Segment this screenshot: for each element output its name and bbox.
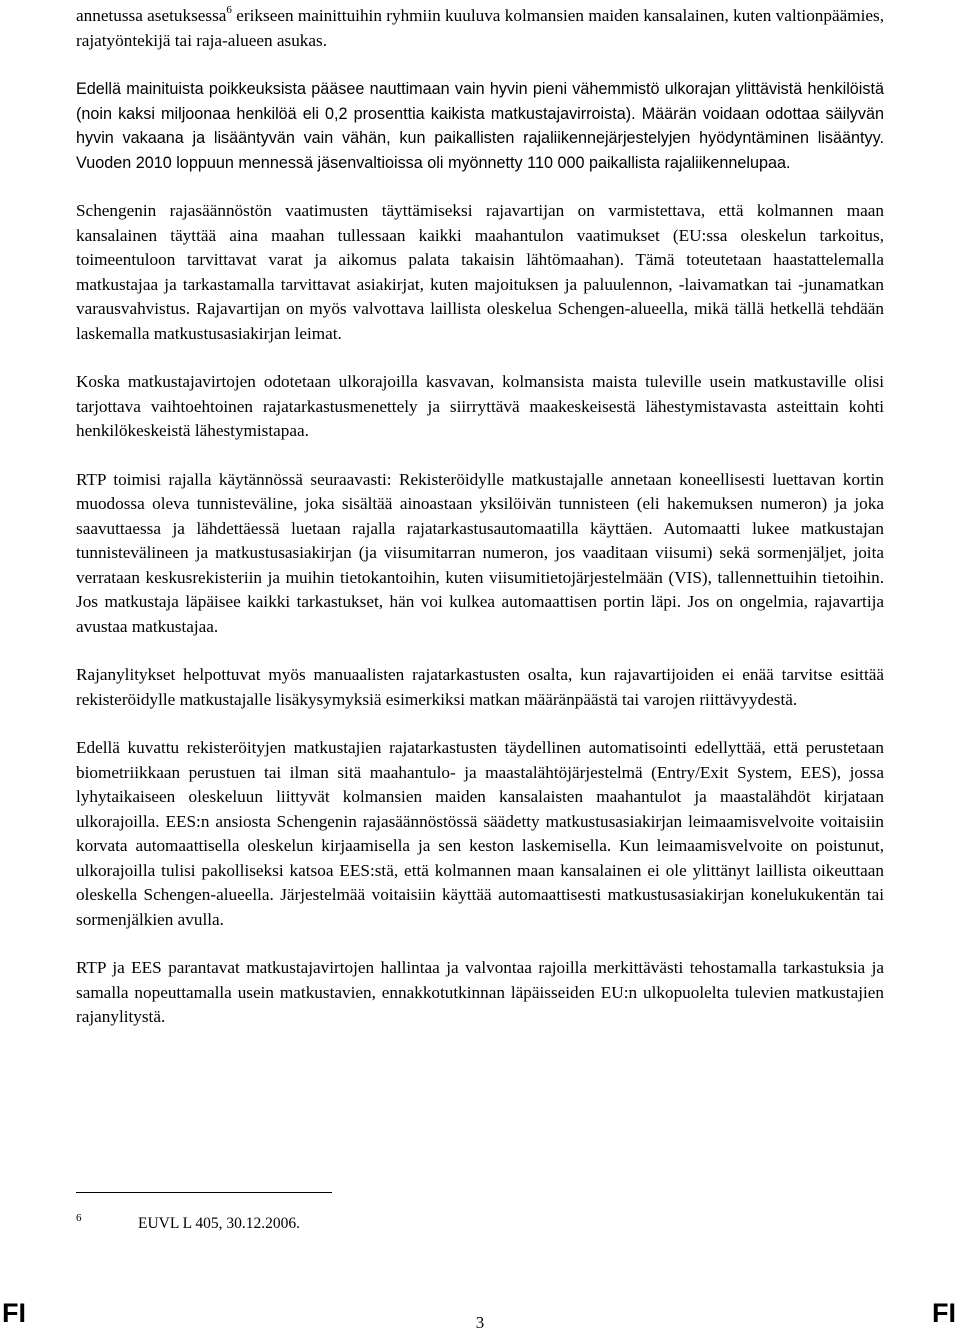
paragraph-1 [76,4,884,53]
page-number: 3 [475,1313,485,1332]
footer-language-left: FI [2,1298,26,1328]
footnote-reference: 6 [226,4,232,16]
footnote-separator [76,1192,332,1193]
paragraph-6: Rajanylitykset helpottuvat myös manuaalisten rajatarkastusten osalta, kun rajavartijoiden ei enää tarvitse esittää rekisteröidylle matkustajalle lisäkysymyksiä esimerkiksi matkan määränpäästä tai varojen riittävyydestä. [76,665,884,709]
paragraph-7: Edellä kuvattu rekisteröityjen matkustajien rajatarkastusten täydellinen automatisointi edellyttää, että perustetaan biometriikkaan perustuen tai ilman sitä maahantulo- ja maastalähtöjärjestelmä (Entry/Exit System, EES), jossa lyhytaikaiseen oleskeluun liittyvät kolmansien maiden kansalaisten maahantulot ja maastalähdöt kirjataan ulkorajoilla. EES:n ansiosta Schengenin rajasäännöstössä säädetty matkustusasiakirjan leimaamisvelvoite voitaisiin korvata automaattisella oleskelun kirjaamisella ja sen keston laskemisella. Kun leimaamisvelvoite on poistunut, ulkorajoilla tulisi pakolliseksi katsoa EES:stä, että kolmannen maan kansalainen ei ole ylittänyt laillista oikeuttaan oleskella Schengen-alueella. Järjestelmää voitaisiin käyttää automaattisesti matkustusasiakirjan konelukukentän tai sormenjälkien avulla. [76,738,884,929]
footnote-text: EUVL L 405, 30.12.2006. [138,1215,301,1232]
paragraph-3: Schengenin rajasäännöstön vaatimusten täyttämiseksi rajavartijan on varmistettava, että kolmannen maan kansalainen täyttää aina maahan tullessaan kaikki maahantulon vaatimukset (EU:ssa oleskelun tarkoitus, toimeentuloon tarvittavat varat ja aikomus palata takaisin lähtömaahan). Tämä toteutetaan haastattelemalla matkustajaa ja tarkastamalla tarvittavat asiakirjat, kuten majoituksen ja paluulennon, -laivamatkan tai -junamatkan varausvahvistus. Rajavartijan on myös valvottava laillista oleskelua Schengen-alueella, mikä tällä hetkellä tehdään laskemalla matkustusasiakirjan leimat. [76,201,884,343]
paragraph-5: RTP toimisi rajalla käytännössä seuraavasti: Rekisteröidylle matkustajalle annetaan koneellisesti luettavan kortin muodossa oleva tunnisteväline, joka sisältää ainoastaan yksilöivän tunnisteen (eli hakemuksen numeron) ja joka saavuttaessa ja lähdettäessä luetaan rajalla rajatarkastusautomaatilla käyttäen. Automaatti lukee matkustajan tunnistevälineen ja matkustusasiakirjan (ja viisumitarran numeron, jos vaaditaan viisumi) sekä sormenjäljet, joita verrataan keskusrekisteriin ja muihin tietokantoihin, kuten viisumitietojärjestelmään (VIS), tallennettuihin tietoihin. Jos matkustaja läpäisee kaikki tarkastukset, hän voi kulkea automaattisen portin läpi. Jos on ongelmia, rajavartija avustaa matkustajaa. [76,469,884,636]
document-body [76,4,884,1054]
footer-language-right: FI [932,1298,956,1328]
paragraph-8: RTP ja EES parantavat matkustajavirtojen hallintaa ja valvontaa rajoilla merkittävästi tehostamalla tarkastuksia ja samalla nopeuttamalla usein matkustavien, ennakkotutkinnan läpäisseiden EU:n ulkopuolelta tulevien matkustajien rajanylitystä. [76,958,884,1026]
paragraph-2: Edellä mainituista poikkeuksista pääsee nauttimaan vain hyvin pieni vähemmistö ulkorajan ylittävistä henkilöistä (noin kaksi miljoonaa henkilöä eli 0,2 prosenttia kaikista matkustajavirroista). Määrän voidaan odottaa säilyvän hyvin vakaana ja lisääntyvän vain vähän, kun paikallisten rajaliikennejärjestelyjen hyödyntäminen lisääntyy. Vuoden 2010 loppuun mennessä jäsenvaltioissa oli myönnetty 110 000 paikallista rajaliikennelupaa. [76,80,884,172]
paragraph-1-text-end: erikseen mainittuihin ryhmiin kuuluva kolmansien maiden kansalainen, kuten valtionpäämies, rajatyöntekijä tai raja-alueen asukas. [76,6,884,50]
footnote-number: 6 [76,1212,82,1224]
paragraph-1-text-start: annetussa asetuksessa [76,6,227,25]
paragraph-4: Koska matkustajavirtojen odotetaan ulkorajoilla kasvavan, kolmansista maista tuleville usein matkustaville olisi tarjottava vaihtoehtoinen rajatarkastusmenettely ja siirryttävä maakeskeisestä lähestymistavasta asteittain kohti henkilökeskeistä lähestymistapaa. [76,372,884,440]
